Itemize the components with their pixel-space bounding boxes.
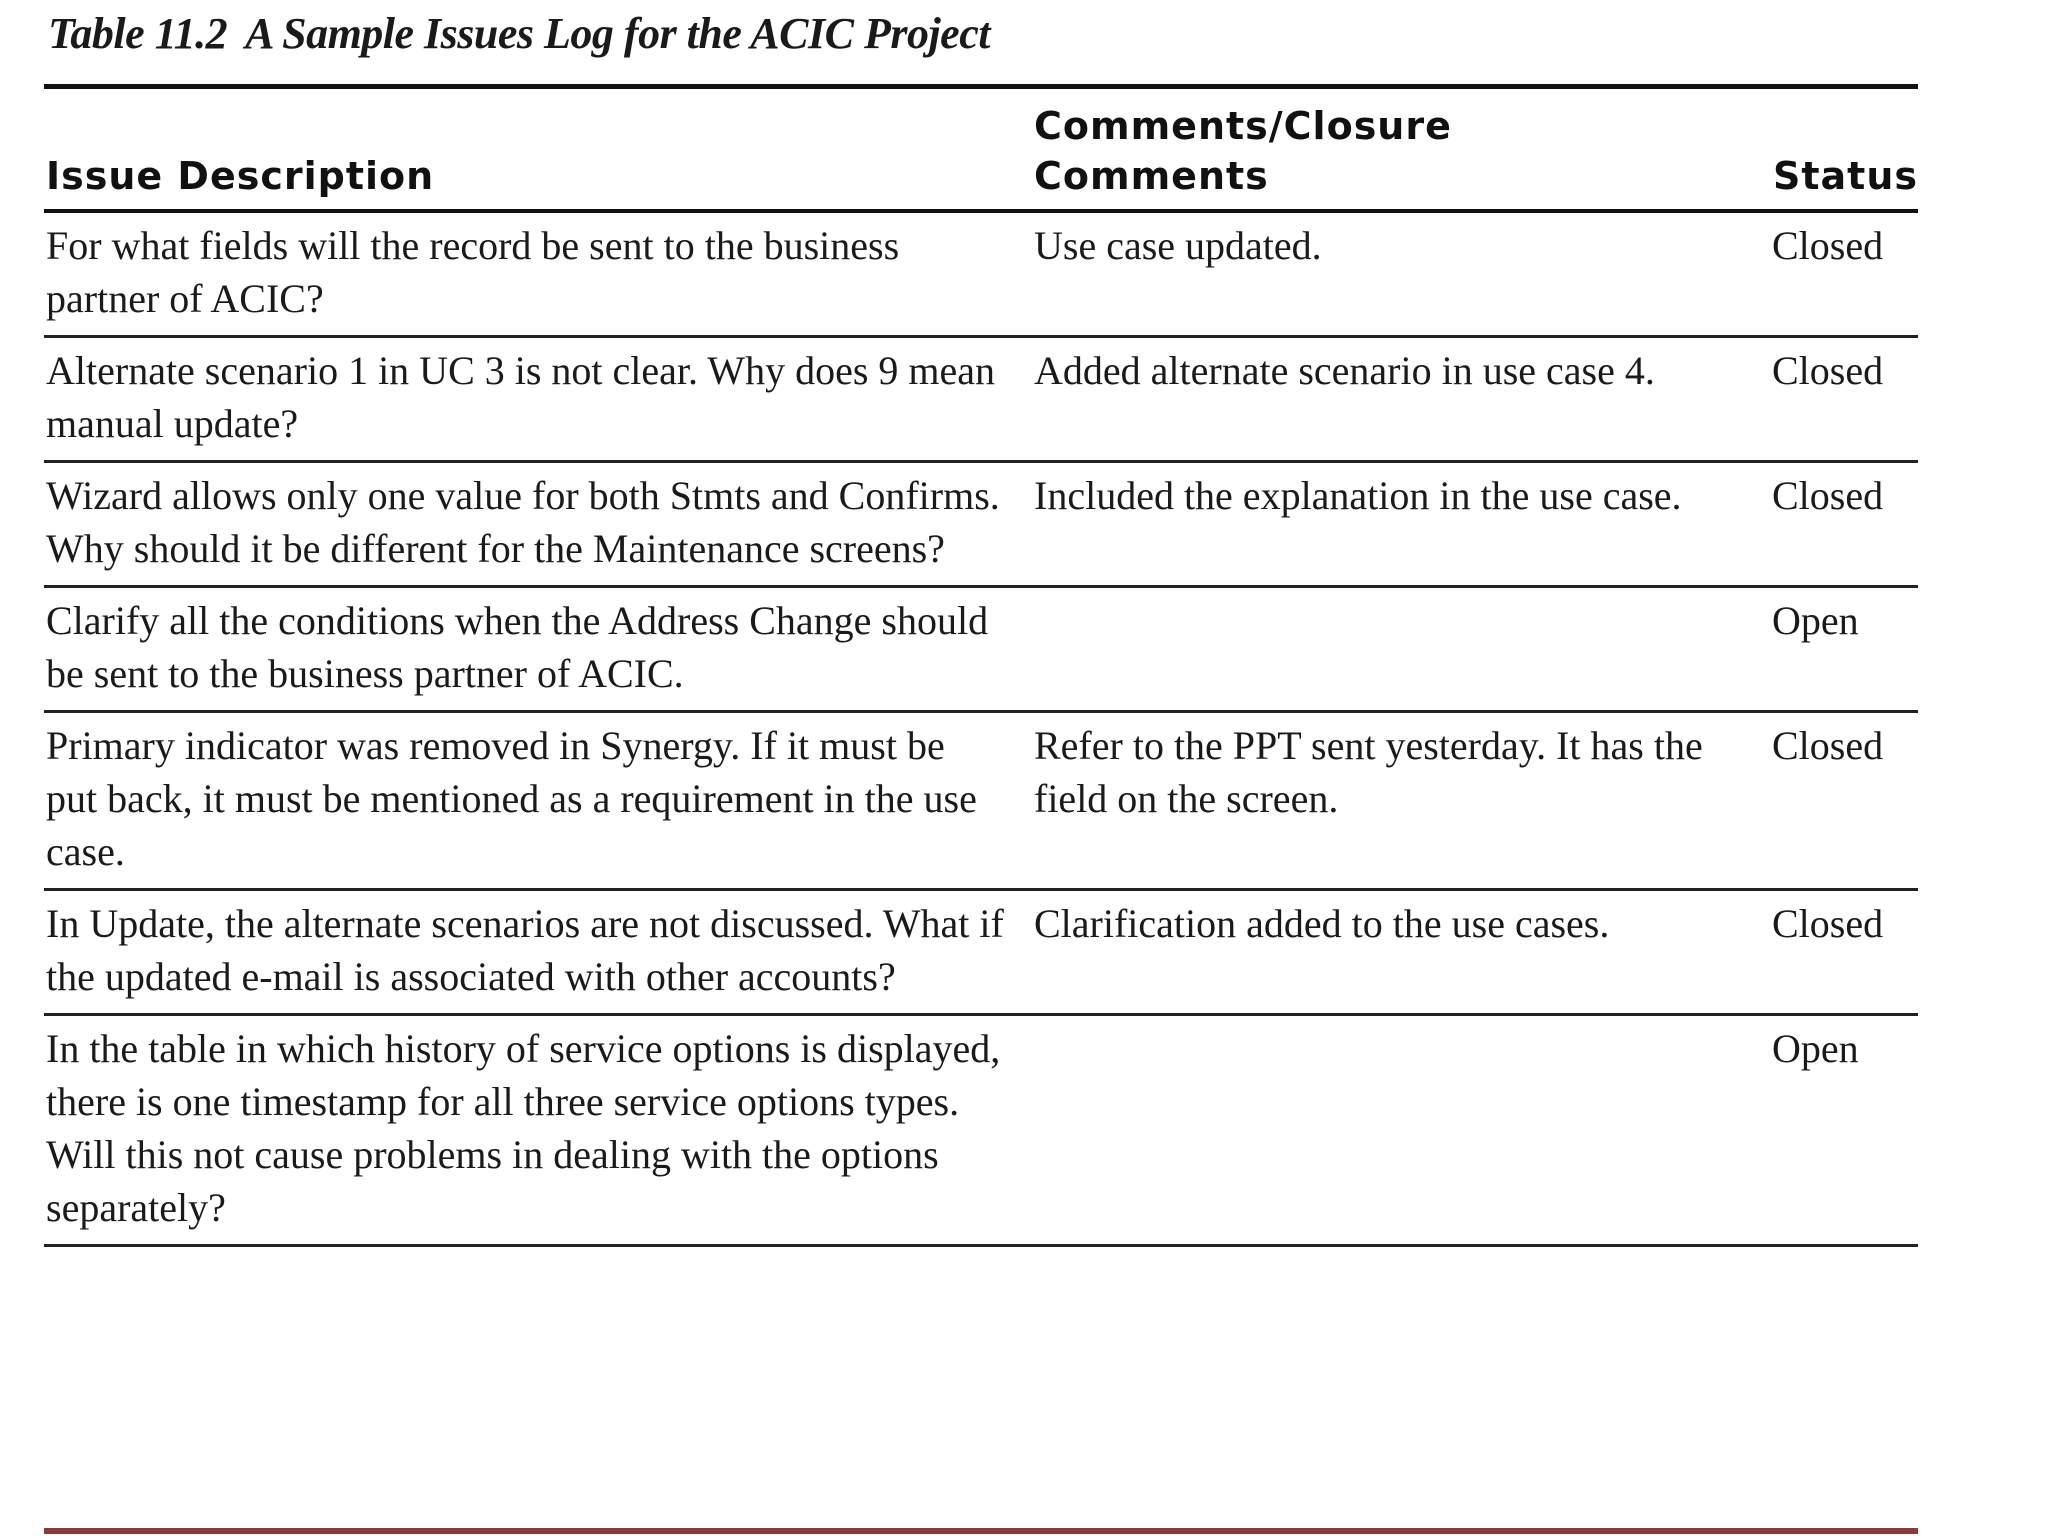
- issue-cell: Alternate scenario 1 in UC 3 is not clear. Why does 9 mean manual update?: [46, 348, 996, 446]
- table-row: [44, 1015, 1918, 1246]
- issue-cell: For what fields will the record be sent to the business partner of ACIC?: [46, 223, 900, 321]
- table-caption: [48, 8, 990, 59]
- comments-cell: Included the explanation in the use case.: [1034, 473, 1682, 518]
- comments-cell: Refer to the PPT sent yesterday. It has the field on the screen.: [1034, 723, 1703, 821]
- issue-cell: Wizard allows only one value for both Stmts and Confirms. Why should it be different for the Maintenance screens?: [46, 473, 1000, 571]
- issues-log-table: [44, 84, 1918, 1247]
- comments-cell: Added alternate scenario in use case 4.: [1034, 348, 1655, 393]
- table-row: [44, 712, 1918, 890]
- header-issue-description: Issue Description: [46, 154, 435, 198]
- table-row: [44, 587, 1918, 712]
- status-cell: Closed: [1772, 901, 1884, 946]
- page-bottom-rule: [44, 1528, 1918, 1534]
- status-cell: Closed: [1772, 223, 1884, 268]
- status-cell: Closed: [1772, 348, 1884, 393]
- status-cell: Open: [1772, 598, 1859, 643]
- status-cell: Closed: [1772, 723, 1884, 768]
- table-row: [44, 462, 1918, 587]
- table-number: Table 11.2: [48, 9, 228, 58]
- header-status: Status: [1772, 154, 1918, 198]
- issues-log-table-container: [44, 84, 1918, 1247]
- issue-cell: Clarify all the conditions when the Address Change should be sent to the business partner of ACIC.: [46, 598, 989, 696]
- header-comments: Comments/Closure Comments: [1034, 104, 1452, 198]
- issue-cell: In the table in which history of service options is displayed, there is one timestamp for all three service options types. Will this not cause problems in dealing with the options separately?: [46, 1026, 1001, 1230]
- table-row: [44, 890, 1918, 1015]
- issue-cell: Primary indicator was removed in Synergy. If it must be put back, it must be mentioned as a requirement in the use case.: [46, 723, 977, 874]
- table-title: A Sample Issues Log for the ACIC Project: [245, 9, 990, 58]
- status-cell: Closed: [1772, 473, 1884, 518]
- status-cell: Open: [1772, 1026, 1859, 1071]
- table-row: [44, 337, 1918, 462]
- comments-cell: [1032, 587, 1770, 712]
- table-header-row: [44, 87, 1918, 212]
- issue-cell: In Update, the alternate scenarios are not discussed. What if the updated e-mail is associated with other accounts?: [46, 901, 1004, 999]
- comments-cell: Clarification added to the use cases.: [1034, 901, 1610, 946]
- comments-cell: [1032, 1015, 1770, 1246]
- table-row: [44, 211, 1918, 337]
- comments-cell: Use case updated.: [1034, 223, 1322, 268]
